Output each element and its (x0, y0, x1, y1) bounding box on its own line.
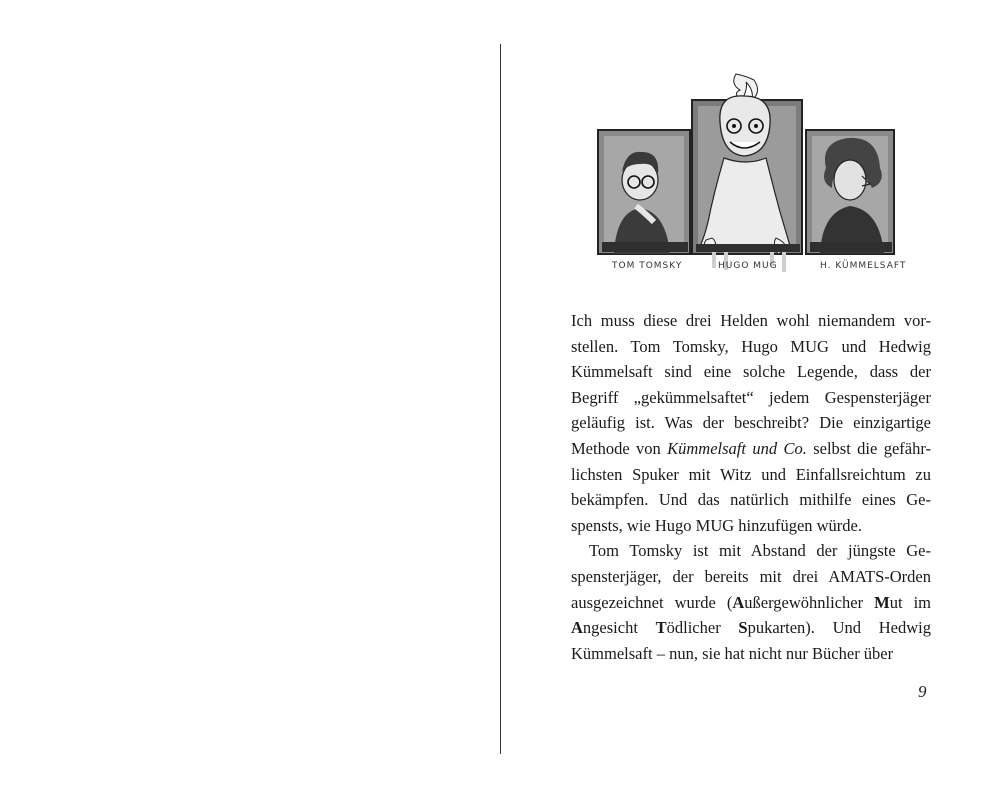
text-line: stellen. Tom Tomsky, Hugo MUG und Hedwig (571, 336, 931, 356)
text-line: ut im (889, 592, 931, 612)
text-line: Ich muss diese drei Helden wohl niemandem vor- (571, 311, 931, 330)
acronym-letter: S (738, 618, 748, 638)
page-number: 9 (918, 682, 927, 701)
text-line: ngesicht (582, 618, 656, 638)
text-line: Kümmelsaft sind eine solche Legende, dass der (571, 362, 931, 382)
text-line: Tom Tomsky ist mit Abstand der jüngste Ge- (589, 541, 931, 561)
text-line: selbst die gefähr- (806, 438, 931, 458)
text-line: geläufig ist. Was der beschreibt? Die einzigartige (571, 413, 931, 433)
body-text (571, 308, 931, 666)
acronym-letter: A (571, 618, 583, 638)
italic-title: Kümmelsaft und Co. (667, 438, 807, 458)
text-line: Begriff „gekümmelsaftet“ jedem Gespensterjäger (571, 387, 931, 407)
text-line: Methode von (571, 438, 668, 458)
text-line: spensts, wie Hugo MUG hinzufügen würde. (571, 515, 862, 535)
text-line: Kümmelsaft – nun, sie hat nicht nur Bücher über (571, 643, 894, 663)
text-line: ußergewöhnlicher (744, 592, 875, 612)
caption-hugo-mug: HUGO MUG (718, 261, 778, 271)
caption-kuemmelsaft: H. KÜMMELSAFT (820, 261, 907, 271)
hero-illustration (596, 72, 907, 282)
text-line: bekämpfen. Und das natürlich mithilfe eines Ge- (571, 490, 931, 510)
acronym-letter: A (732, 592, 745, 612)
caption-tom-tomsky: TOM TOMSKY (612, 261, 683, 271)
acronym-letter: T (655, 618, 667, 638)
text-line: ödlicher (666, 618, 739, 638)
paragraph-1 (571, 308, 931, 538)
text-line: spensterjäger, der bereits mit drei AMATS-Orden (571, 566, 931, 586)
text-line: pukarten). Und Hedwig (747, 618, 931, 638)
paragraph-2 (571, 538, 931, 666)
page-gutter-line (500, 44, 501, 754)
acronym-letter: M (874, 592, 890, 612)
text-line: ausgezeichnet wurde ( (571, 592, 733, 612)
text-line: lichsten Spuker mit Witz und Einfallsreichtum zu (571, 464, 931, 484)
